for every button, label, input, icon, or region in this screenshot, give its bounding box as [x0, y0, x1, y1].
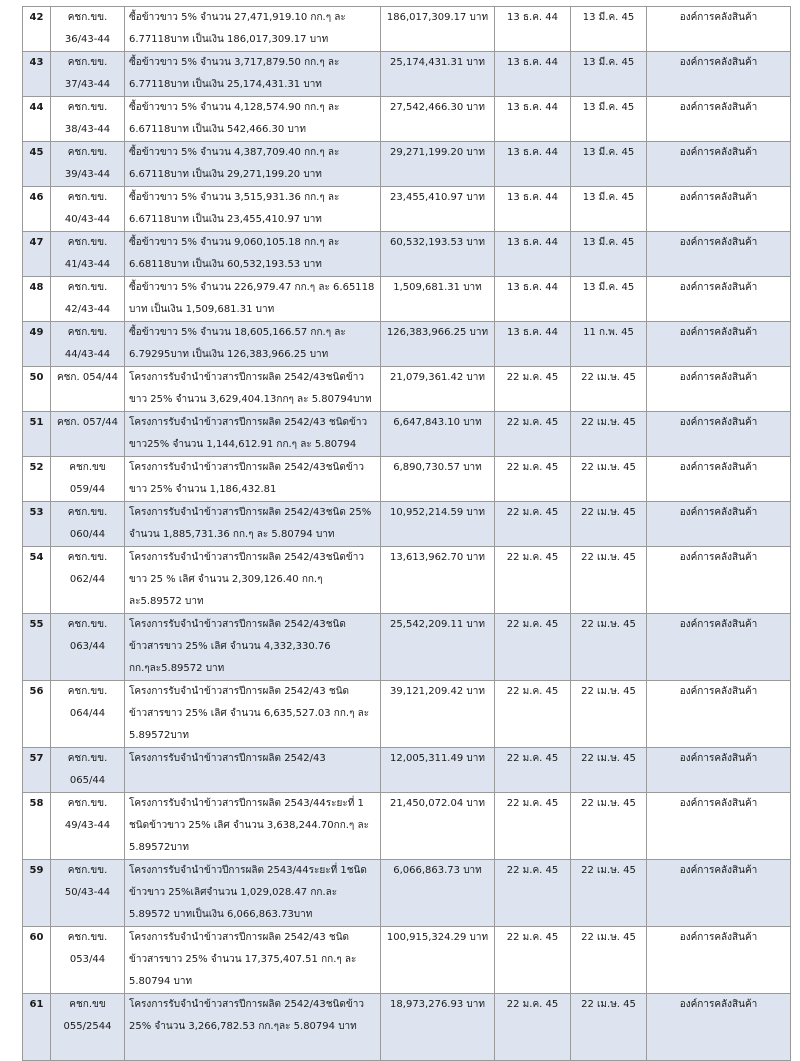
organization: องค์การคลังสินค้า — [647, 232, 791, 277]
due-date: 22 เม.ษ. 45 — [571, 927, 647, 994]
due-date: 22 เม.ษ. 45 — [571, 547, 647, 614]
row-number: 56 — [23, 681, 51, 748]
organization: องค์การคลังสินค้า — [647, 502, 791, 547]
contract-description: ซื้อข้าวขาว 5% จำนวน 18,605,166.57 กก.ๆ ละ 6.79295บาท เป็นเงิน 126,383,966.25 บาท — [125, 322, 381, 367]
contract-date: 22 ม.ค. 45 — [495, 412, 571, 457]
contract-code: คชก.ขข. 38/43-44 — [51, 97, 125, 142]
table-row — [23, 52, 791, 97]
organization: องค์การคลังสินค้า — [647, 793, 791, 860]
row-number: 57 — [23, 748, 51, 793]
table-body — [23, 7, 791, 1061]
contract-amount: 21,450,072.04 บาท — [381, 793, 495, 860]
contract-amount: 1,509,681.31 บาท — [381, 277, 495, 322]
row-number: 61 — [23, 994, 51, 1061]
organization: องค์การคลังสินค้า — [647, 860, 791, 927]
contract-date: 22 ม.ค. 45 — [495, 748, 571, 793]
contract-description: โครงการรับจำนำข้าวสารปีการผลิต 2542/43 — [125, 748, 381, 793]
contract-code: คชก.ขข. 062/44 — [51, 547, 125, 614]
contract-description: โครงการรับจำนำข้าวปีการผลิต 2543/44ระยะที่ 1ชนิด ข้าวขาว 25%เลิศจำนวน 1,029,028.47 กก.ละ 5.89572 บาทเป็นเงิน 6,066,863.73บาท — [125, 860, 381, 927]
contract-code: คชก.ขข. 39/43-44 — [51, 142, 125, 187]
contract-description: ซื้อข้าวขาว 5% จำนวน 4,128,574.90 กก.ๆ ละ 6.67118บาท เป็นเงิน 542,466.30 บาท — [125, 97, 381, 142]
table-row — [23, 457, 791, 502]
contract-date: 22 ม.ค. 45 — [495, 614, 571, 681]
contract-description: โครงการรับจำนำข้าวสารปีการผลิต 2542/43ชนิดข้าวสารขาว 25% เลิศ จำนวน 4,332,330.76 กก.ๆละ5.89572 บาท — [125, 614, 381, 681]
organization: องค์การคลังสินค้า — [647, 52, 791, 97]
contract-amount: 60,532,193.53 บาท — [381, 232, 495, 277]
table-row — [23, 412, 791, 457]
due-date: 22 เม.ษ. 45 — [571, 681, 647, 748]
contract-date: 13 ธ.ค. 44 — [495, 97, 571, 142]
contract-description: ซื้อข้าวขาว 5% จำนวน 226,979.47 กก.ๆ ละ 6.65118 บาท เป็นเงิน 1,509,681.31 บาท — [125, 277, 381, 322]
contract-date: 13 ธ.ค. 44 — [495, 52, 571, 97]
contract-amount: 100,915,324.29 บาท — [381, 927, 495, 994]
table-row — [23, 547, 791, 614]
contract-code: คชก.ขข. 063/44 — [51, 614, 125, 681]
table-row — [23, 614, 791, 681]
contract-amount: 25,542,209.11 บาท — [381, 614, 495, 681]
table-row — [23, 748, 791, 793]
contract-description: ซื้อข้าวขาว 5% จำนวน 27,471,919.10 กก.ๆ ละ 6.77118บาท เป็นเงิน 186,017,309.17 บาท — [125, 7, 381, 52]
row-number: 49 — [23, 322, 51, 367]
contract-amount: 6,890,730.57 บาท — [381, 457, 495, 502]
due-date: 13 มี.ค. 45 — [571, 97, 647, 142]
table-row — [23, 232, 791, 277]
organization: องค์การคลังสินค้า — [647, 322, 791, 367]
contract-description: โครงการรับจำนำข้าวสารปีการผลิต 2542/43ชนิดข้าวขาว 25% จำนวน 3,629,404.13กกๆ ละ 5.80794บาท — [125, 367, 381, 412]
contract-code: คชก.ขข. 053/44 — [51, 927, 125, 994]
contracts-table — [22, 6, 791, 1061]
row-number: 42 — [23, 7, 51, 52]
contract-date: 13 ธ.ค. 44 — [495, 322, 571, 367]
organization: องค์การคลังสินค้า — [647, 994, 791, 1061]
organization: องค์การคลังสินค้า — [647, 927, 791, 994]
contract-code: คชก. 057/44 — [51, 412, 125, 457]
contract-code: คชก.ขข. 41/43-44 — [51, 232, 125, 277]
row-number: 55 — [23, 614, 51, 681]
row-number: 52 — [23, 457, 51, 502]
contract-code: คชก.ขข. 44/43-44 — [51, 322, 125, 367]
contract-code: คชก.ขข. 064/44 — [51, 681, 125, 748]
organization: องค์การคลังสินค้า — [647, 547, 791, 614]
contract-amount: 10,952,214.59 บาท — [381, 502, 495, 547]
contract-date: 22 ม.ค. 45 — [495, 793, 571, 860]
contract-description: โครงการรับจำนำข้าวสารปีการผลิต 2543/44ระยะที่ 1 ชนิดข้าวขาว 25% เลิศ จำนวน 3,638,244.70กก.ๆ ละ 5.89572บาท — [125, 793, 381, 860]
table-row — [23, 860, 791, 927]
organization: องค์การคลังสินค้า — [647, 277, 791, 322]
contract-amount: 6,066,863.73 บาท — [381, 860, 495, 927]
due-date: 22 เม.ษ. 45 — [571, 793, 647, 860]
contract-date: 22 ม.ค. 45 — [495, 457, 571, 502]
row-number: 43 — [23, 52, 51, 97]
contract-amount: 13,613,962.70 บาท — [381, 547, 495, 614]
contract-date: 13 ธ.ค. 44 — [495, 232, 571, 277]
contract-amount: 29,271,199.20 บาท — [381, 142, 495, 187]
table-row — [23, 994, 791, 1061]
contract-date: 22 ม.ค. 45 — [495, 367, 571, 412]
contract-code: คชก.ขข. 065/44 — [51, 748, 125, 793]
contract-code: คชก.ขข. 50/43-44 — [51, 860, 125, 927]
contract-date: 13 ธ.ค. 44 — [495, 187, 571, 232]
contract-description: โครงการรับจำนำข้าวสารปีการผลิต 2542/43ชนิดข้าวขาว 25 % เลิศ จำนวน 2,309,126.40 กก.ๆ ละ5.89572 บาท — [125, 547, 381, 614]
row-number: 45 — [23, 142, 51, 187]
contract-amount: 6,647,843.10 บาท — [381, 412, 495, 457]
due-date: 22 เม.ษ. 45 — [571, 614, 647, 681]
row-number: 53 — [23, 502, 51, 547]
due-date: 22 เม.ษ. 45 — [571, 367, 647, 412]
row-number: 59 — [23, 860, 51, 927]
contract-date: 22 ม.ค. 45 — [495, 994, 571, 1061]
table-row — [23, 322, 791, 367]
organization: องค์การคลังสินค้า — [647, 457, 791, 502]
table-row — [23, 7, 791, 52]
organization: องค์การคลังสินค้า — [647, 142, 791, 187]
due-date: 13 มี.ค. 45 — [571, 232, 647, 277]
row-number: 48 — [23, 277, 51, 322]
contract-amount: 12,005,311.49 บาท — [381, 748, 495, 793]
contract-date: 13 ธ.ค. 44 — [495, 142, 571, 187]
row-number: 46 — [23, 187, 51, 232]
row-number: 51 — [23, 412, 51, 457]
contract-date: 13 ธ.ค. 44 — [495, 7, 571, 52]
row-number: 47 — [23, 232, 51, 277]
contract-amount: 18,973,276.93 บาท — [381, 994, 495, 1061]
due-date: 22 เม.ษ. 45 — [571, 748, 647, 793]
due-date: 22 เม.ษ. 45 — [571, 412, 647, 457]
table-row — [23, 142, 791, 187]
contract-description: โครงการรับจำนำข้าวสารปีการผลิต 2542/43 ชนิดข้าวขาว25% จำนวน 1,144,612.91 กก.ๆ ละ 5.80794 — [125, 412, 381, 457]
table-row — [23, 927, 791, 994]
contract-code: คชก.ขข. 42/43-44 — [51, 277, 125, 322]
contract-date: 22 ม.ค. 45 — [495, 502, 571, 547]
table-row — [23, 367, 791, 412]
contract-date: 22 ม.ค. 45 — [495, 927, 571, 994]
contract-amount: 21,079,361.42 บาท — [381, 367, 495, 412]
contract-description: โครงการรับจำนำข้าวสารปีการผลิต 2542/43 ชนิด ข้าวสารขาว 25% เลิศ จำนวน 6,635,527.03 กก.ๆ ละ 5.89572บาท — [125, 681, 381, 748]
contract-description: ซื้อข้าวขาว 5% จำนวน 3,717,879.50 กก.ๆ ละ 6.77118บาท เป็นเงิน 25,174,431.31 บาท — [125, 52, 381, 97]
contracts-table-container — [22, 6, 790, 1061]
contract-code: คชก.ขข. 060/44 — [51, 502, 125, 547]
row-number: 44 — [23, 97, 51, 142]
contract-date: 13 ธ.ค. 44 — [495, 277, 571, 322]
table-row — [23, 277, 791, 322]
table-row — [23, 681, 791, 748]
contract-code: คชก.ขข. 37/43-44 — [51, 52, 125, 97]
due-date: 13 มี.ค. 45 — [571, 142, 647, 187]
contract-amount: 186,017,309.17 บาท — [381, 7, 495, 52]
contract-description: โครงการรับจำนำข้าวสารปีการผลิต 2542/43ชนิดข้าว 25% จำนวน 3,266,782.53 กก.ๆละ 5.80794 บาท — [125, 994, 381, 1061]
contract-amount: 39,121,209.42 บาท — [381, 681, 495, 748]
organization: องค์การคลังสินค้า — [647, 367, 791, 412]
due-date: 13 มี.ค. 45 — [571, 7, 647, 52]
due-date: 13 มี.ค. 45 — [571, 277, 647, 322]
organization: องค์การคลังสินค้า — [647, 748, 791, 793]
organization: องค์การคลังสินค้า — [647, 7, 791, 52]
table-row — [23, 502, 791, 547]
row-number: 54 — [23, 547, 51, 614]
row-number: 58 — [23, 793, 51, 860]
due-date: 11 ก.พ. 45 — [571, 322, 647, 367]
row-number: 50 — [23, 367, 51, 412]
due-date: 13 มี.ค. 45 — [571, 187, 647, 232]
contract-code: คชก.ขข. 49/43-44 — [51, 793, 125, 860]
contract-code: คชก.ขข. 40/43-44 — [51, 187, 125, 232]
contract-date: 22 ม.ค. 45 — [495, 860, 571, 927]
organization: องค์การคลังสินค้า — [647, 187, 791, 232]
contract-date: 22 ม.ค. 45 — [495, 547, 571, 614]
organization: องค์การคลังสินค้า — [647, 412, 791, 457]
table-row — [23, 187, 791, 232]
contract-code: คชก.ขข 059/44 — [51, 457, 125, 502]
contract-amount: 25,174,431.31 บาท — [381, 52, 495, 97]
due-date: 22 เม.ษ. 45 — [571, 502, 647, 547]
contract-description: โครงการรับจำนำข้าวสารปีการผลิต 2542/43ชนิดข้าวขาว 25% จำนวน 1,186,432.81 — [125, 457, 381, 502]
organization: องค์การคลังสินค้า — [647, 681, 791, 748]
due-date: 22 เม.ษ. 45 — [571, 860, 647, 927]
contract-amount: 27,542,466.30 บาท — [381, 97, 495, 142]
contract-amount: 126,383,966.25 บาท — [381, 322, 495, 367]
due-date: 22 เม.ษ. 45 — [571, 994, 647, 1061]
organization: องค์การคลังสินค้า — [647, 614, 791, 681]
contract-date: 22 ม.ค. 45 — [495, 681, 571, 748]
contract-description: โครงการรับจำนำข้าวสารปีการผลิต 2542/43ชนิด 25% จำนวน 1,885,731.36 กก.ๆ ละ 5.80794 บาท — [125, 502, 381, 547]
due-date: 22 เม.ษ. 45 — [571, 457, 647, 502]
contract-code: คชก.ขข. 36/43-44 — [51, 7, 125, 52]
contract-description: ซื้อข้าวขาว 5% จำนวน 4,387,709.40 กก.ๆ ละ 6.67118บาท เป็นเงิน 29,271,199.20 บาท — [125, 142, 381, 187]
contract-description: โครงการรับจำนำข้าวสารปีการผลิต 2542/43 ชนิด ข้าวสารขาว 25% จำนวน 17,375,407.51 กก.ๆ ละ 5.80794 บาท — [125, 927, 381, 994]
contract-code: คชก.ขข 055/2544 — [51, 994, 125, 1061]
row-number: 60 — [23, 927, 51, 994]
table-row — [23, 97, 791, 142]
organization: องค์การคลังสินค้า — [647, 97, 791, 142]
due-date: 13 มี.ค. 45 — [571, 52, 647, 97]
contract-amount: 23,455,410.97 บาท — [381, 187, 495, 232]
contract-description: ซื้อข้าวขาว 5% จำนวน 3,515,931.36 กก.ๆ ละ 6.67118บาท เป็นเงิน 23,455,410.97 บาท — [125, 187, 381, 232]
table-row — [23, 793, 791, 860]
contract-code: คชก. 054/44 — [51, 367, 125, 412]
contract-description: ซื้อข้าวขาว 5% จำนวน 9,060,105.18 กก.ๆ ละ 6.68118บาท เป็นเงิน 60,532,193.53 บาท — [125, 232, 381, 277]
